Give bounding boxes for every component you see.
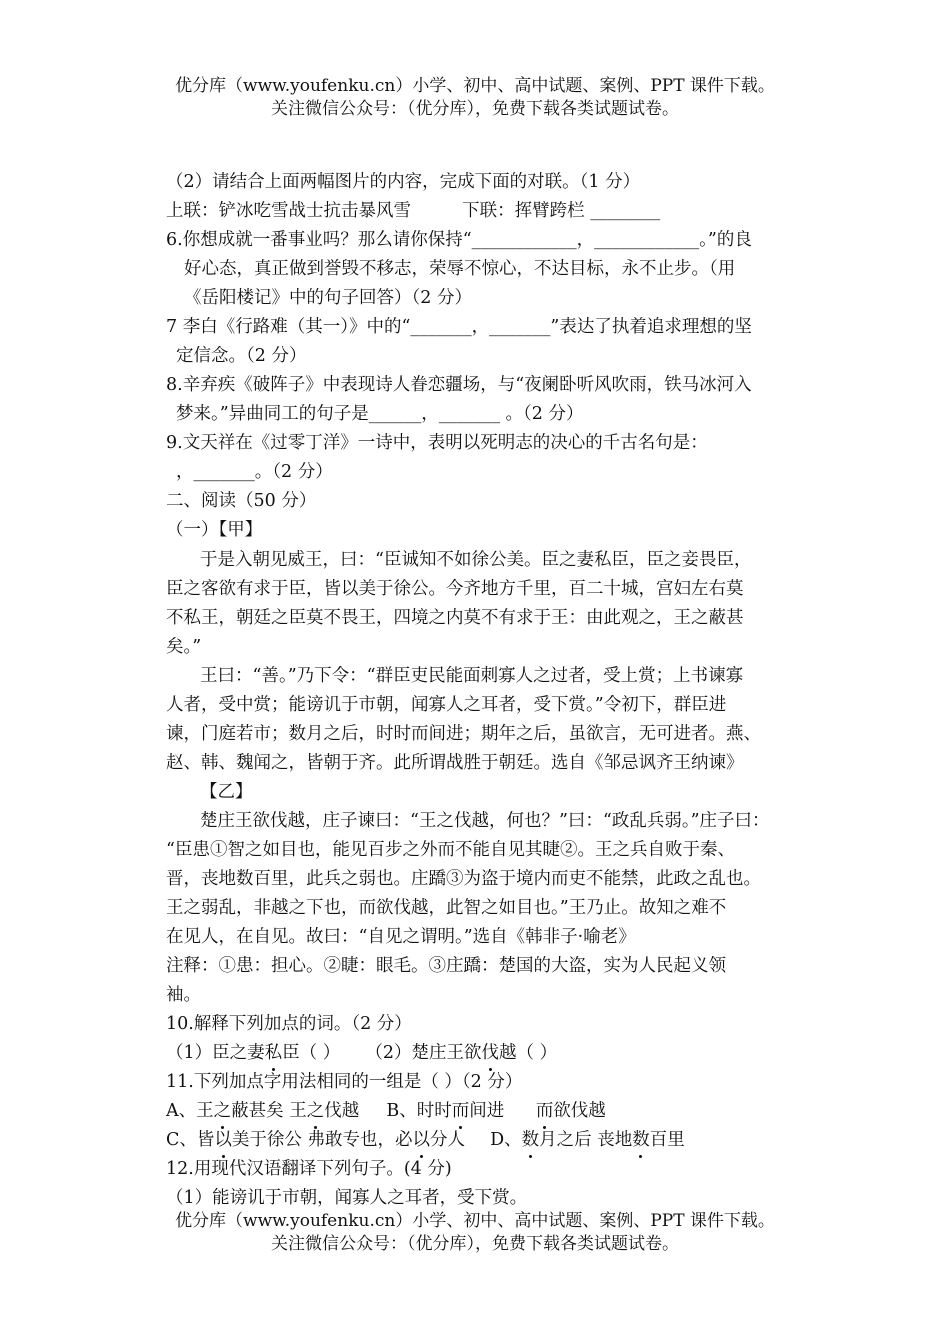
couplet-upper: 上联：铲冰吃雪战士抗击暴风雪 [166,201,411,221]
footer-line-1: 优分库（www.youfenku.cn）小学、初中、高中试题、案例、PPT 课件下载。 [175,1211,775,1231]
header-line-1: 优分库（www.youfenku.cn）小学、初中、高中试题、案例、PPT 课件下载。 [175,76,775,96]
q11-options-cd [166,1126,685,1154]
q8-line-1: 8.辛弃疾《破阵子》中表现诗人眷恋疆场，与“夜阑卧听风吹雨，铁马冰河入 [166,375,752,395]
dotted-char: 数 [632,1126,650,1154]
dotted-char: 数 [522,1126,540,1154]
passage-1-p2-line: 谏，门庭若市；数月之后，时时而间进；期年之后，虽欲言，无可进者。燕、 [166,724,761,744]
dotted-char: 以 [412,1126,430,1154]
passage-1-p1-line: 于是入朝见威王，曰：“臣诚知不如徐公美。臣之妻私臣，臣之妾畏臣， [200,550,752,570]
q6-line-3: 《岳阳楼记》中的句子回答）（2 分） [184,288,472,308]
q11-option-d: 月之后 丧地 [539,1130,633,1150]
passage-1-label: （一）【甲】 [166,520,263,540]
q10-item-2-text: 越（ ） [499,1043,558,1063]
q11-option-a: A、王 [166,1101,214,1121]
q11-option-c: 美于徐公 弗敢专也，必 [231,1130,413,1150]
q7-line-1: 7 李白《行路难（其一）》中的“_______，_______”表达了执着追求理想的坚 [166,317,752,337]
passage-1-p1-line: 矣。” [166,637,202,657]
passage-2-p1-line: 在见人，在自见。故曰：“自见之谓明。”选自《韩非子·喻老》 [166,927,636,947]
passage-2-notes-line: 袖。 [166,985,201,1005]
q11-option-a: 伐越 [324,1101,360,1121]
passage-2-p1-line: 晋，丧地数百里，此兵之弱也。庄蹻③为盗于境内而吏不能禁，此政之乱也。 [166,869,761,889]
q11-options-ab [166,1097,606,1125]
passage-1-p1-line: 不私王，朝廷之臣莫不畏王，四境之内莫不有求于王：由此观之，王之蔽甚 [166,608,744,628]
q9-line-2: ，_______。（2 分） [176,462,333,482]
footer-line-2: 关注微信公众号：（优分库），免费下载各类试题试卷。 [271,1234,679,1254]
q11-option-b: 欲伐越 [553,1101,606,1121]
passage-2-p1-line: 楚庄王欲伐越，庄子谏曰：“王之伐越，何也？”曰：“政乱兵弱。”庄子曰： [200,811,770,831]
dotted-char: 以 [214,1126,232,1154]
dotted-char: 私 [265,1039,283,1067]
q10-stem: 10.解释下列加点的词。（2 分） [166,1014,412,1034]
passage-2-label: 【乙】 [200,782,253,802]
passage-1-p2-line: 王曰：“善。”乃下令：“群臣吏民能面刺寡人之过者，受上赏；上书谏寡 [200,666,744,686]
q11-stem: 11.下列加点字用法相同的一组是（ ）（2 分） [166,1072,523,1092]
dotted-char: 之 [214,1097,232,1125]
q10-items [166,1039,557,1067]
page-footer [0,1210,950,1256]
q11-option-d: 百里 [649,1130,685,1150]
q10-item-2-text: （2）楚庄王欲 [365,1043,482,1063]
q5-part2: （2）请结合上面两幅图片的内容，完成下面的对联。（1 分） [166,172,641,192]
q10-item-1-text: 臣（ ） [282,1043,341,1063]
passage-2-p1-line: “臣患①智之如目也，能见百步之外而不能自见其睫②。王之兵自败于秦、 [166,840,735,860]
section-2-title: 二、阅读（50 分） [166,491,317,511]
couplet-lower: 下联：挥臂跨栏 ________ [462,201,661,221]
q10-item-1-text: （1）臣之妻 [166,1043,265,1063]
dotted-char: 而 [452,1097,470,1125]
q7-line-2: 定信念。（2 分） [176,346,307,366]
q11-option-d: D、 [490,1130,522,1150]
q9-line-1: 9.文天祥在《过零丁洋》一诗中，表明以死明志的决心的千古名句是： [166,433,708,453]
dotted-char: 而 [536,1097,554,1125]
q11-option-a: 蔽甚矣 王 [231,1101,307,1121]
header-line-2: 关注微信公众号：（优分库），免费下载各类试题试卷。 [271,99,679,119]
q12-stem: 12.用现代汉语翻译下列句子。(4 分) [166,1159,452,1179]
q6-line-1: 6.你想成就一番事业吗？那么请你保持“____________，____________。”的良 [166,230,752,250]
passage-1-p1-line: 臣之客欲有求于臣，皆以美于徐公。今齐地方千里，百二十城，宫妇左右莫 [166,579,744,599]
passage-2-notes-line: 注释：①患：担心。②睫：眼毛。③庄蹻：楚国的大盗，实为人民起义领 [166,956,726,976]
passage-2-p1-line: 王之弱乱，非越之下也，而欲伐越，此智之如目也。”王乃止。故知之难不 [166,898,727,918]
q11-option-c: C、皆 [166,1130,215,1150]
q6-line-2: 好心态，真正做到誉毁不移志，荣辱不惊心，不达目标，永不止步。（用 [184,259,736,279]
dotted-char: 伐 [482,1039,500,1067]
dotted-char: 之 [307,1097,325,1125]
passage-1-p2-line: 赵、韩、魏闻之，皆朝于齐。此所谓战胜于朝廷。选自《邹忌讽齐王纳谏》 [166,753,744,773]
q8-line-2: 梦来。”异曲同工的句子是______，_______ 。（2 分） [176,404,584,424]
page-header [0,75,950,121]
q11-option-b: B、时时 [386,1101,452,1121]
q5-couplet [166,197,660,225]
passage-1-p2-line: 人者，受中赏；能谤讥于市朝，闻寡人之耳者，受下赏。”令初下，群臣进 [166,695,727,715]
q11-option-b: 间进 [469,1101,505,1121]
q11-option-c: 分人 [429,1130,465,1150]
q12-item-1: （1）能谤讥于市朝，闻寡人之耳者，受下赏。 [166,1188,528,1208]
